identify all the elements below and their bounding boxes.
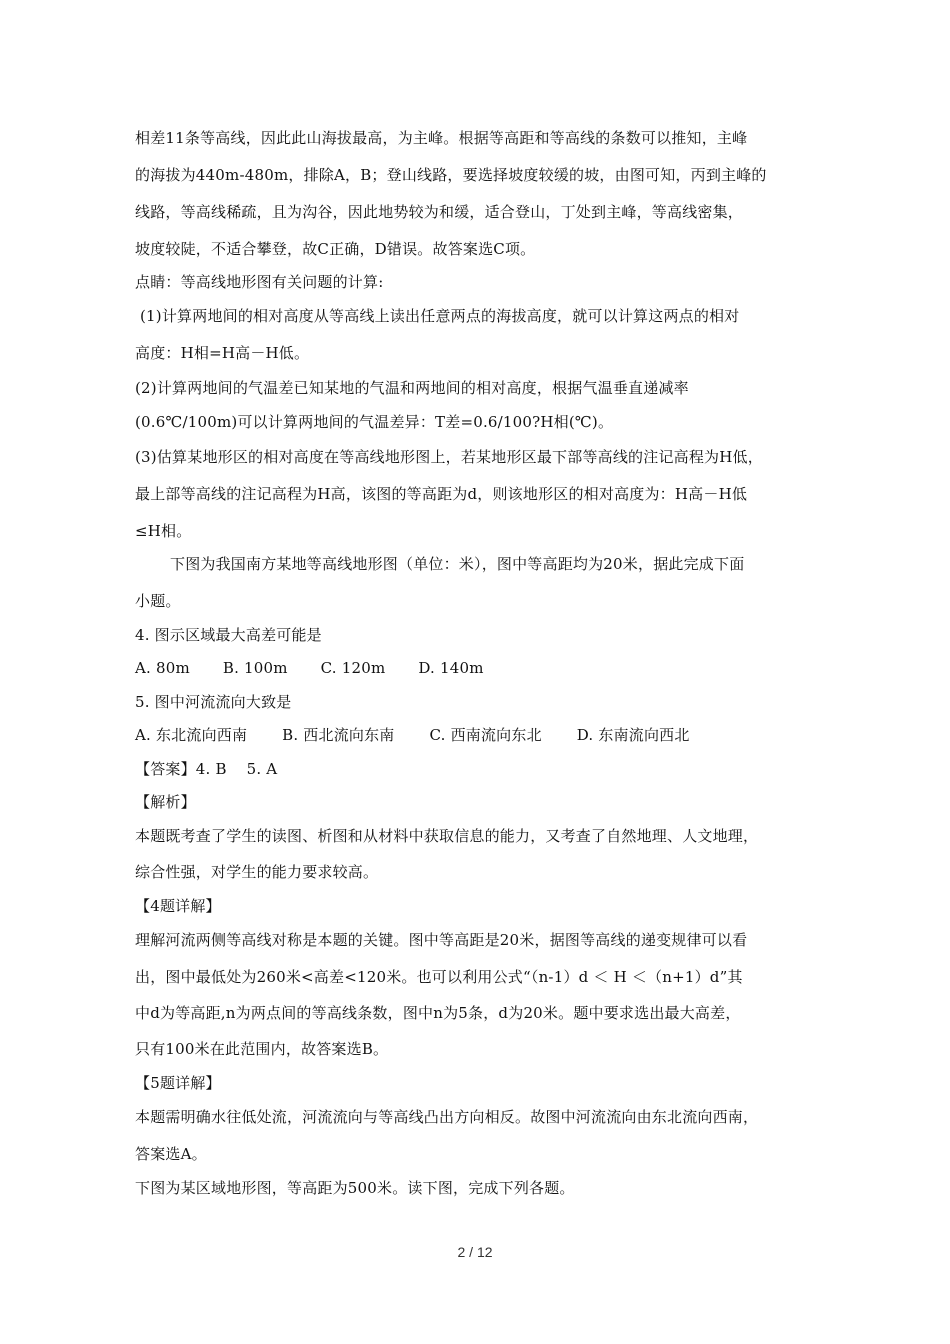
option-b: B. 西北流向东南 bbox=[282, 726, 395, 744]
question-5: 5. 图中河流流向大致是 bbox=[135, 693, 292, 711]
option-d: D. 140m bbox=[418, 659, 484, 677]
text-line: 最上部等高线的注记高程为H高，该图的等高距为d，则该地形区的相对高度为：H高－H低 bbox=[135, 485, 748, 503]
q5-explanation-heading: 【5题详解】 bbox=[135, 1074, 221, 1092]
option-d: D. 东南流向西北 bbox=[576, 726, 690, 744]
text-line: 坡度较陡，不适合攀登，故C正确，D错误。故答案选C项。 bbox=[135, 240, 536, 258]
analysis-heading: 【解析】 bbox=[135, 793, 196, 811]
text-line: (0.6℃/100m)可以计算两地间的气温差异：T差=0.6/100?H相(℃)。 bbox=[135, 413, 614, 431]
question-5-options bbox=[135, 725, 825, 745]
text-line: 相差11条等高线，因此此山海拔最高，为主峰。根据等高距和等高线的条数可以推知，主峰 bbox=[135, 129, 748, 147]
page-number: 2 / 12 bbox=[457, 1244, 493, 1260]
answer-line: 【答案】4. B 5. A bbox=[135, 760, 278, 778]
option-c: C. 120m bbox=[320, 659, 386, 677]
text-line: 本题需明确水往低处流，河流流向与等高线凸出方向相反。故图中河流流向由东北流向西南， bbox=[135, 1108, 759, 1126]
text-line: 的海拔为440m-480m，排除A，B；登山线路，要选择坡度较缓的坡，由图可知，丙到主峰的 bbox=[135, 166, 767, 184]
text-line: 理解河流两侧等高线对称是本题的关键。图中等高距是20米，据图等高线的递变规律可以看 bbox=[135, 931, 748, 949]
text-line: (2)计算两地间的气温差已知某地的气温和两地间的相对高度，根据气温垂直递减率 bbox=[135, 379, 689, 397]
text-line: 只有100米在此范围内，故答案选B。 bbox=[135, 1040, 389, 1058]
option-a: A. 80m bbox=[135, 659, 190, 677]
q4-explanation-heading: 【4题详解】 bbox=[135, 897, 221, 915]
text-line: 小题。 bbox=[135, 592, 181, 610]
text-line: (3)估算某地形区的相对高度在等高线地形图上，若某地形区最下部等高线的注记高程为H低， bbox=[135, 448, 763, 466]
text-line: 高度：H相=H高－H低。 bbox=[135, 344, 310, 362]
text-line: 综合性强，对学生的能力要求较高。 bbox=[135, 863, 379, 881]
passage-intro: 下图为我国南方某地等高线地形图（单位：米），图中等高距均为20米，据此完成下面 bbox=[170, 555, 745, 573]
text-line: 答案选A。 bbox=[135, 1145, 207, 1163]
option-b: B. 100m bbox=[222, 659, 288, 677]
option-c: C. 西南流向东北 bbox=[429, 726, 542, 744]
text-line: (1)计算两地间的相对高度从等高线上读出任意两点的海拔高度，就可以计算这两点的相对 bbox=[140, 307, 740, 325]
question-4-options bbox=[135, 658, 825, 678]
option-a: A. 东北流向西南 bbox=[135, 726, 248, 744]
text-line: 下图为某区域地形图，等高距为500米。读下图，完成下列各题。 bbox=[135, 1179, 575, 1197]
text-line: 线路，等高线稀疏，且为沟谷，因此地势较为和缓，适合登山，丁处到主峰，等高线密集， bbox=[135, 203, 744, 221]
text-line: 中d为等高距,n为两点间的等高线条数，图中n为5条，d为20米。题中要求选出最大高差， bbox=[135, 1004, 741, 1022]
text-line: ≤H相。 bbox=[135, 522, 192, 540]
question-4: 4. 图示区域最大高差可能是 bbox=[135, 626, 322, 644]
text-line: 出，图中最低处为260米<高差<120米。也可以利用公式“（n-1）d ＜ H ＜（n+1）d”其 bbox=[135, 968, 743, 986]
text-line: 本题既考查了学生的读图、析图和从材料中获取信息的能力，又考查了自然地理、人文地理， bbox=[135, 827, 759, 845]
tip-heading: 点睛：等高线地形图有关问题的计算: bbox=[135, 273, 384, 291]
